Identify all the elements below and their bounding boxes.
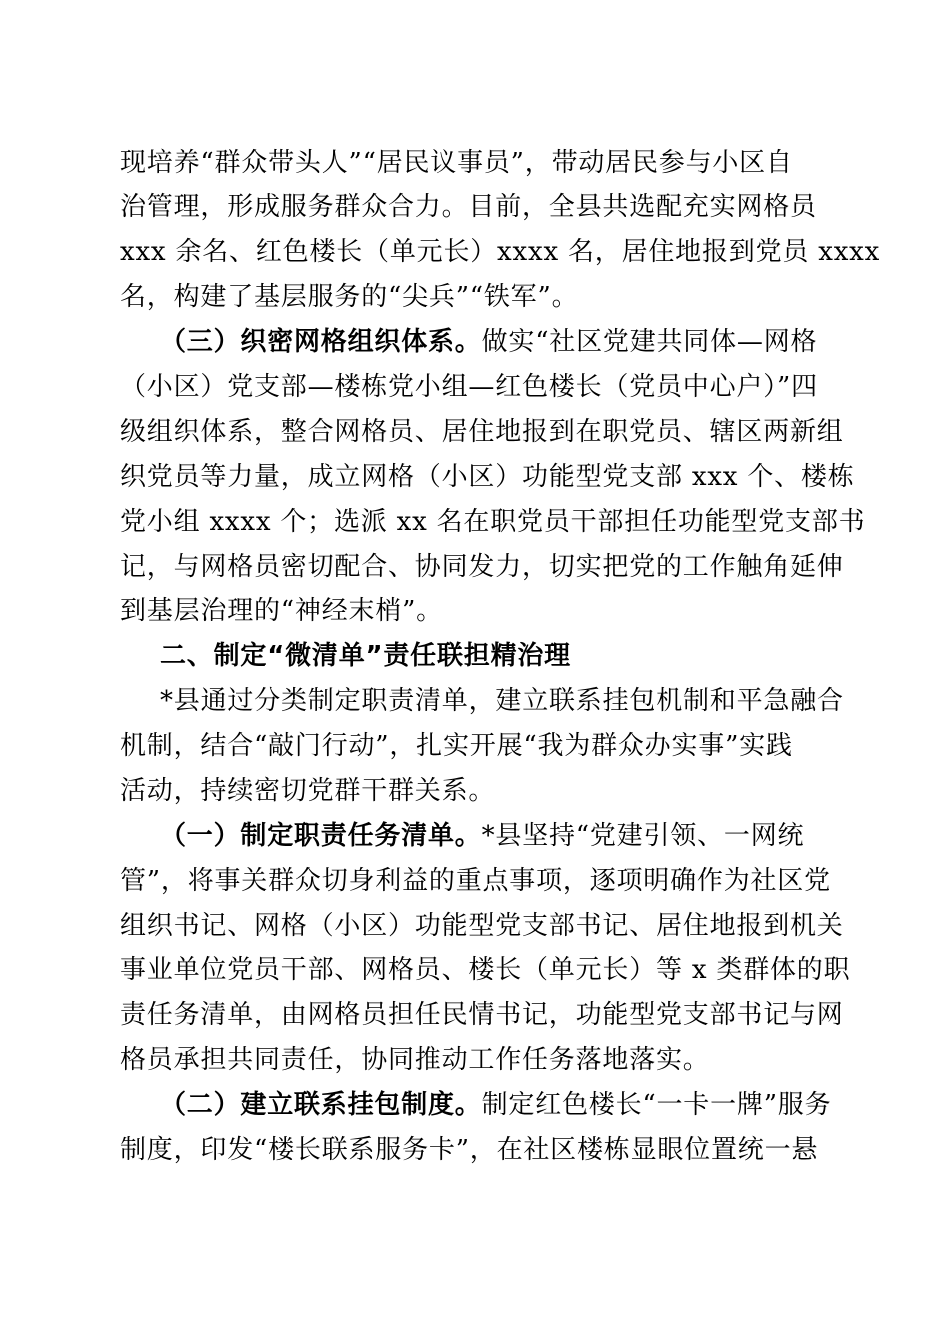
paragraph-first-line [160,819,830,853]
paragraph-line: 级组织体系，整合网格员、居住地报到在职党员、辖区两新组 [120,417,844,447]
paragraph-line: 格员承担共同责任，协同推动工作任务落地落实。 [120,1045,710,1075]
paragraph-line: 织党员等力量，成立网格（小区）功能型党支部 xxx 个、楼栋 [120,462,855,492]
section-heading: 二、制定“微清单”责任联担精治理 [160,641,571,671]
paragraph-first-line [160,325,830,359]
paragraph-first-line: *县通过分类制定职责清单，建立联系挂包机制和平急融合 [160,686,844,716]
paragraph-line: 组织书记、网格（小区）功能型党支部书记、居住地报到机关 [120,911,844,941]
paragraph-line: 到基层治理的“神经末梢”。 [120,596,443,626]
paragraph-line: 机制，结合“敲门行动”，扎实开展“我为群众办实事”实践 [120,731,793,761]
paragraph-line: 活动，持续密切党群干群关系。 [120,776,496,806]
subsection-title: （一）制定职责任务清单。 [160,821,482,851]
paragraph-line: 责任务清单，由网格员担任民情书记，功能型党支部书记与网 [120,1000,844,1030]
paragraph-line: 党小组 xxxx 个；选派 xx 名在职党员干部担任功能型党支部书 [120,507,866,537]
paragraph-line: 管”，将事关群众切身利益的重点事项，逐项明确作为社区党 [120,866,831,896]
paragraph-line: 治管理，形成服务群众合力。目前，全县共选配充实网格员 [120,192,817,222]
paragraph-text: 制定红色楼长“一卡一牌”服务 [481,1090,832,1120]
paragraph-line: 事业单位党员干部、网格员、楼长（单元长）等 x 类群体的职 [120,955,851,985]
paragraph-text: 做实“社区党建共同体—网格 [481,327,818,357]
subsection-title: （二）建立联系挂包制度。 [160,1090,482,1120]
paragraph-line: 制度，印发“楼长联系服务卡”，在社区楼栋显眼位置统一悬 [120,1135,819,1165]
paragraph-line: （小区）党支部—楼栋党小组—红色楼长（党员中心户）”四 [120,372,818,402]
paragraph-line: 现培养“群众带头人”“居民议事员”，带动居民参与小区自 [120,148,793,178]
paragraph-line: xxx 余名、红色楼长（单元长）xxxx 名，居住地报到党员 xxxx [120,237,881,267]
paragraph-line: 记，与网格员密切配合、协同发力，切实把党的工作触角延伸 [120,552,844,582]
paragraph-first-line [160,1088,830,1122]
paragraph-line: 名，构建了基层服务的“尖兵”“铁军”。 [120,282,579,312]
paragraph-text: *县坚持“党建引领、一网统 [481,821,805,851]
subsection-title: （三）织密网格组织体系。 [160,327,482,357]
